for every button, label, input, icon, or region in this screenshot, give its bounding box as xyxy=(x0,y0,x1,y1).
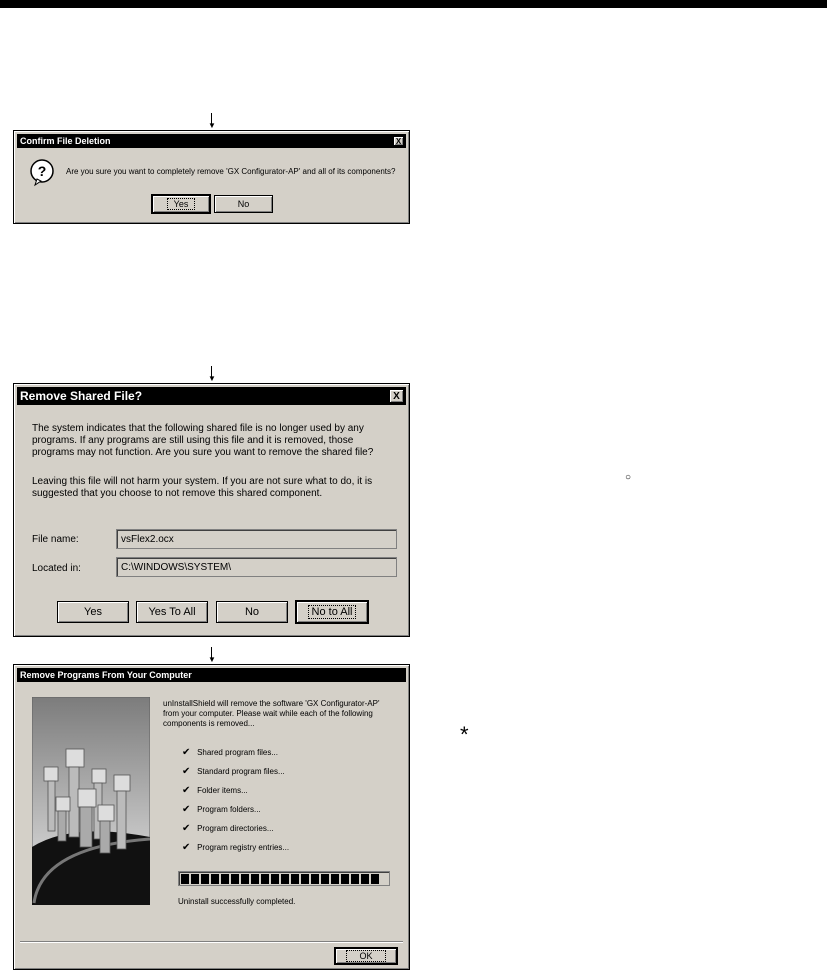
progress-block xyxy=(211,874,219,884)
text-line: suggested that you choose to not remove this shared component. xyxy=(32,488,323,499)
close-icon: X xyxy=(395,136,402,146)
progress-block xyxy=(201,874,209,884)
list-item xyxy=(182,785,289,804)
progress-block xyxy=(361,874,369,884)
progress-block xyxy=(341,874,349,884)
uninstall-progress-bar xyxy=(178,871,390,886)
file-name-value: vsFlex2.ocx xyxy=(121,533,174,545)
check-icon: ✔ xyxy=(182,842,191,853)
component-list xyxy=(182,747,289,861)
down-arrow-icon: ▼ xyxy=(207,366,217,382)
close-icon: X xyxy=(393,390,400,402)
check-icon: ✔ xyxy=(182,747,191,758)
uninstall-illustration xyxy=(32,697,150,905)
yes-to-all-label: Yes To All xyxy=(148,606,196,618)
text-line: from your computer. Please wait while each of the following xyxy=(163,709,373,718)
uninstall-intro xyxy=(163,699,379,729)
no-button[interactable] xyxy=(216,601,288,623)
yes-button[interactable] xyxy=(57,601,129,623)
list-item xyxy=(182,842,289,861)
progress-block xyxy=(271,874,279,884)
svg-text:?: ? xyxy=(37,163,47,179)
file-name-label: File name: xyxy=(32,534,79,545)
list-item-label: Standard program files... xyxy=(197,767,285,776)
no-button[interactable] xyxy=(214,195,273,213)
remove-shared-file-dialog xyxy=(13,383,410,637)
located-in-field[interactable] xyxy=(116,557,397,577)
ok-button[interactable] xyxy=(335,948,397,964)
confirm-message: Are you sure you want to completely remove 'GX Configurator-AP' and all of its components? xyxy=(66,167,396,176)
separator xyxy=(20,941,403,943)
dialog-titlebar xyxy=(17,387,406,405)
close-button[interactable] xyxy=(393,136,404,146)
dialog-title: Confirm File Deletion xyxy=(20,136,111,146)
no-label: No xyxy=(237,199,250,209)
yes-to-all-button[interactable] xyxy=(136,601,208,623)
dialog-title: Remove Programs From Your Computer xyxy=(20,670,192,680)
text-line: programs. If any programs are still using this file and it is removed, those xyxy=(32,435,354,446)
circle-mark: ○ xyxy=(625,472,632,483)
file-name-field[interactable] xyxy=(116,529,397,549)
progress-block xyxy=(371,874,379,884)
list-item-label: Program directories... xyxy=(197,824,274,833)
progress-block xyxy=(321,874,329,884)
list-item-label: Folder items... xyxy=(197,786,248,795)
list-item xyxy=(182,766,289,785)
progress-block xyxy=(221,874,229,884)
text-line: programs may not function. Are you sure you want to remove the shared file? xyxy=(32,447,374,458)
down-arrow-icon: ▼ xyxy=(207,647,217,663)
text-line: The system indicates that the following shared file is no longer used by any xyxy=(32,423,364,434)
text-line: unInstallShield will remove the software 'GX Configurator-AP' xyxy=(163,699,380,708)
list-item-label: Program registry entries... xyxy=(197,843,290,852)
dialog-titlebar xyxy=(17,134,406,148)
text-line: components is removed... xyxy=(163,719,255,728)
ok-label: OK xyxy=(346,950,385,962)
no-label: No xyxy=(244,606,260,618)
progress-block xyxy=(261,874,269,884)
info-paragraph xyxy=(32,476,372,500)
no-to-all-button[interactable] xyxy=(296,601,368,623)
yes-label: Yes xyxy=(167,198,196,210)
progress-block xyxy=(191,874,199,884)
progress-block xyxy=(281,874,289,884)
question-icon xyxy=(29,159,57,187)
status-text: Uninstall successfully completed. xyxy=(178,897,296,906)
list-item xyxy=(182,804,289,823)
text-line: Leaving this file will not harm your system. If you are not sure what to do, it is xyxy=(32,476,373,487)
list-item-label: Shared program files... xyxy=(197,748,278,757)
list-item-label: Program folders... xyxy=(197,805,261,814)
down-arrow-icon: ▼ xyxy=(207,113,217,129)
close-button[interactable] xyxy=(389,389,404,403)
check-icon: ✔ xyxy=(182,785,191,796)
dialog-title: Remove Shared File? xyxy=(20,389,143,403)
remove-programs-dialog xyxy=(13,664,410,970)
confirm-file-deletion-dialog xyxy=(13,130,410,224)
no-to-all-label: No to All xyxy=(308,605,357,619)
progress-block xyxy=(241,874,249,884)
progress-block xyxy=(291,874,299,884)
progress-block xyxy=(231,874,239,884)
progress-block xyxy=(351,874,359,884)
located-in-label: Located in: xyxy=(32,563,81,574)
list-item xyxy=(182,823,289,842)
progress-block xyxy=(301,874,309,884)
progress-block xyxy=(311,874,319,884)
yes-label: Yes xyxy=(84,606,102,618)
progress-block xyxy=(181,874,189,884)
asterisk-mark: * xyxy=(460,722,469,747)
top-rule xyxy=(0,0,827,8)
dialog-titlebar xyxy=(17,668,406,682)
warning-paragraph xyxy=(32,423,373,459)
progress-block xyxy=(251,874,259,884)
check-icon: ✔ xyxy=(182,823,191,834)
located-in-value: C:\WINDOWS\SYSTEM\ xyxy=(121,561,231,573)
check-icon: ✔ xyxy=(182,766,191,777)
check-icon: ✔ xyxy=(182,804,191,815)
yes-button[interactable] xyxy=(152,195,210,213)
list-item xyxy=(182,747,289,766)
progress-block xyxy=(331,874,339,884)
